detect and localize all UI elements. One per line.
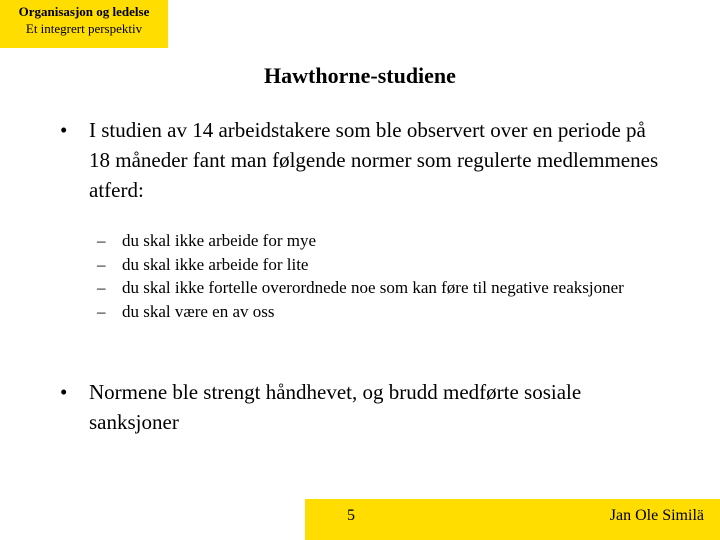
course-title: Organisasjon og ledelse [18,4,150,19]
norm-item [97,276,657,300]
norm-item [97,253,657,277]
dash-marker: – [97,278,106,297]
norm-text: du skal ikke fortelle overordnede noe som kan føre til negative reaksjoner [122,278,624,297]
bullet-item [60,115,660,205]
author-name: Jan Ole Similä [609,507,704,524]
norm-item [97,229,657,253]
norm-text: du skal ikke arbeide for mye [122,231,317,250]
norms-list [97,229,657,323]
bullet-marker: • [60,380,68,404]
dash-marker: – [97,301,106,321]
bullet-item [60,377,660,437]
norm-text: du skal ikke arbeide for lite [122,254,309,274]
dash-marker: – [97,254,106,274]
bullet-marker: • [60,118,68,142]
norm-text: du skal være en av oss [122,301,275,321]
dash-marker: – [97,231,106,250]
page-number: 5 [347,507,355,524]
bullet-text: I studien av 14 arbeidstakere som ble observert over en periode på 18 måneder fant man følgende normer som regulerte medlemmenes atferd: [89,118,659,202]
header-box [0,0,168,48]
course-subtitle: Et integrert perspektiv [25,21,143,36]
slide-title: Hawthorne-studiene [264,63,456,88]
bullet-text: Normene ble strengt håndhevet, og brudd medførte sosiale sanksjoner [89,380,582,434]
norm-item [97,300,657,324]
